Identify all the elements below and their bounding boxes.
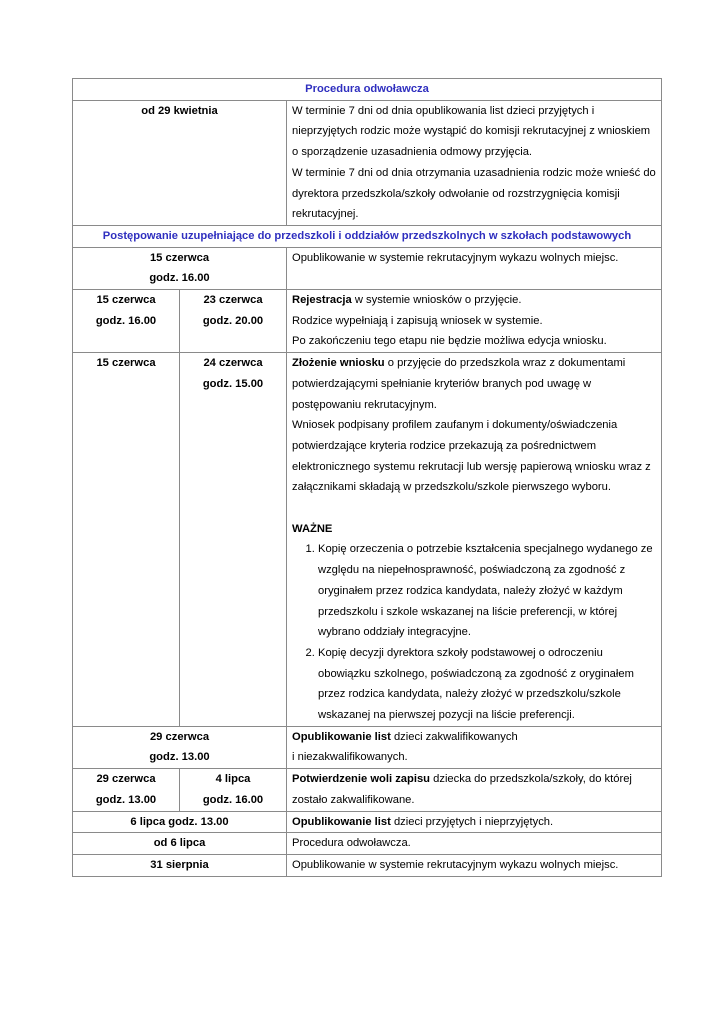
description-paragraph: Wniosek podpisany profilem zaufanym i dokumenty/oświadczenia potwierdzające kryteria rodzice przekazują za pośrednictwem elektronicznego systemu rekrutacji lub wersję papierową wniosku wraz z załącznikami składają w przedszkolu/szkole pierwszego wyboru. [292, 419, 651, 494]
table-row [73, 247, 662, 289]
appeal-text-1: W terminie 7 dni od dnia opublikowania list dzieci przyjętych i nieprzyjętych rodzic może wystąpić do komisji rekrutacyjnej z wnioskiem o sporządzenie uzasadnienia odmowy przyjęcia. [292, 104, 651, 159]
description-text: dziecka do przedszkola/szkoły, do której zostało zakwalifikowane. [292, 773, 632, 806]
time-text: godz. 16.00 [202, 793, 264, 806]
table-row [73, 811, 662, 833]
description-cell [287, 726, 662, 768]
time-text: godz. 16.00 [149, 272, 210, 285]
table-row [73, 833, 662, 855]
date-cell [73, 726, 287, 768]
table-row [73, 855, 662, 877]
end-date-cell [180, 769, 287, 811]
start-date-cell [73, 290, 180, 353]
supplementary-header-row [73, 225, 662, 247]
table-row [73, 769, 662, 811]
description-line: i niezakwalifikowanych. [292, 751, 408, 764]
time-text: godz. 13.00 [149, 751, 210, 764]
emphasis-text: Potwierdzenie woli zapisu [292, 773, 431, 786]
description-text: w systemie wniosków o przyjęcie. [351, 294, 522, 307]
important-notes-list [292, 539, 656, 725]
emphasis-text: Rejestracja [292, 294, 352, 307]
description-cell [287, 353, 662, 727]
date-text: 15 czerwca [96, 294, 156, 307]
date-text: 4 lipca [215, 773, 251, 786]
start-date-cell [73, 353, 180, 727]
description-cell [287, 811, 662, 833]
date-text: 29 czerwca [149, 730, 210, 743]
time-text: godz. 16.00 [95, 314, 157, 327]
important-label: WAŻNE [292, 522, 333, 535]
end-date-cell [180, 290, 287, 353]
description-text: o przyjęcie do przedszkola wraz z dokumentami potwierdzającymi spełnianie kryteriów branych pod uwagę w postępowaniu rekrutacyjnym. [292, 357, 626, 411]
description-cell: Opublikowanie w systemie rekrutacyjnym wykazu wolnych miejsc. [287, 247, 662, 289]
date-text: 23 czerwca [203, 294, 263, 307]
description-cell [287, 290, 662, 353]
appeal-date: od 29 kwietnia [73, 100, 287, 225]
appeal-description [287, 100, 662, 225]
end-date-cell [180, 353, 287, 727]
appeal-section-header: Procedura odwoławcza [73, 79, 662, 101]
date-text: 24 czerwca [203, 357, 263, 370]
emphasis-text: Opublikowanie list [292, 815, 391, 828]
date-text: 15 czerwca [149, 251, 210, 264]
table-row [73, 726, 662, 768]
description-cell: Opublikowanie w systemie rekrutacyjnym wykazu wolnych miejsc. [287, 855, 662, 877]
description-cell: Procedura odwoławcza. [287, 833, 662, 855]
description-line: Po zakończeniu tego etapu nie będzie możliwa edycja wniosku. [292, 335, 607, 348]
description-cell [287, 769, 662, 811]
table-row [73, 290, 662, 353]
description-line: Rodzice wypełniają i zapisują wniosek w systemie. [292, 314, 543, 327]
table-row [73, 353, 662, 727]
date-cell: 6 lipca godz. 13.00 [73, 811, 287, 833]
time-text: godz. 13.00 [95, 793, 157, 806]
description-text: dzieci zakwalifikowanych [390, 730, 518, 743]
recruitment-schedule-table [72, 78, 662, 877]
description-text: dzieci przyjętych i nieprzyjętych. [390, 815, 554, 828]
start-date-cell [73, 769, 180, 811]
date-cell: 31 sierpnia [73, 855, 287, 877]
appeal-text-2: W terminie 7 dni od dnia otrzymania uzasadnienia rodzic może wnieść do dyrektora przedszkola/szkoły odwołanie od rozstrzygnięcia komisji rekrutacyjnej. [292, 166, 656, 221]
supplementary-section-header: Postępowanie uzupełniające do przedszkoli i oddziałów przedszkolnych w szkołach podstawowych [73, 225, 662, 247]
date-cell [73, 247, 287, 289]
appeal-row [73, 100, 662, 225]
list-item: 1. Kopię orzeczenia o potrzebie kształcenia specjalnego wydanego ze względu na niepełnosprawność, poświadczoną za zgodność z oryginałem przez rodzica kandydata, należy złożyć w każdym przedszkolu i szkole wskazanej na liście preferencji, w której wybrano oddziały integracyjne. [318, 539, 656, 643]
time-text: godz. 15.00 [202, 377, 264, 390]
date-text: 15 czerwca [96, 357, 156, 370]
appeal-header-row [73, 79, 662, 101]
time-text: godz. 20.00 [202, 314, 264, 327]
date-cell: od 6 lipca [73, 833, 287, 855]
emphasis-text: Opublikowanie list [292, 730, 391, 743]
list-item: 2. Kopię decyzji dyrektora szkoły podstawowej o odroczeniu obowiązku szkolnego, poświadczoną za zgodność z oryginałem przez rodzica kandydata, należy złożyć w przedszkolu/szkole wskazanej na pierwszej pozycji na liście preferencji. [318, 643, 656, 726]
date-text: 29 czerwca [96, 773, 156, 786]
emphasis-text: Złożenie wniosku [292, 357, 385, 370]
